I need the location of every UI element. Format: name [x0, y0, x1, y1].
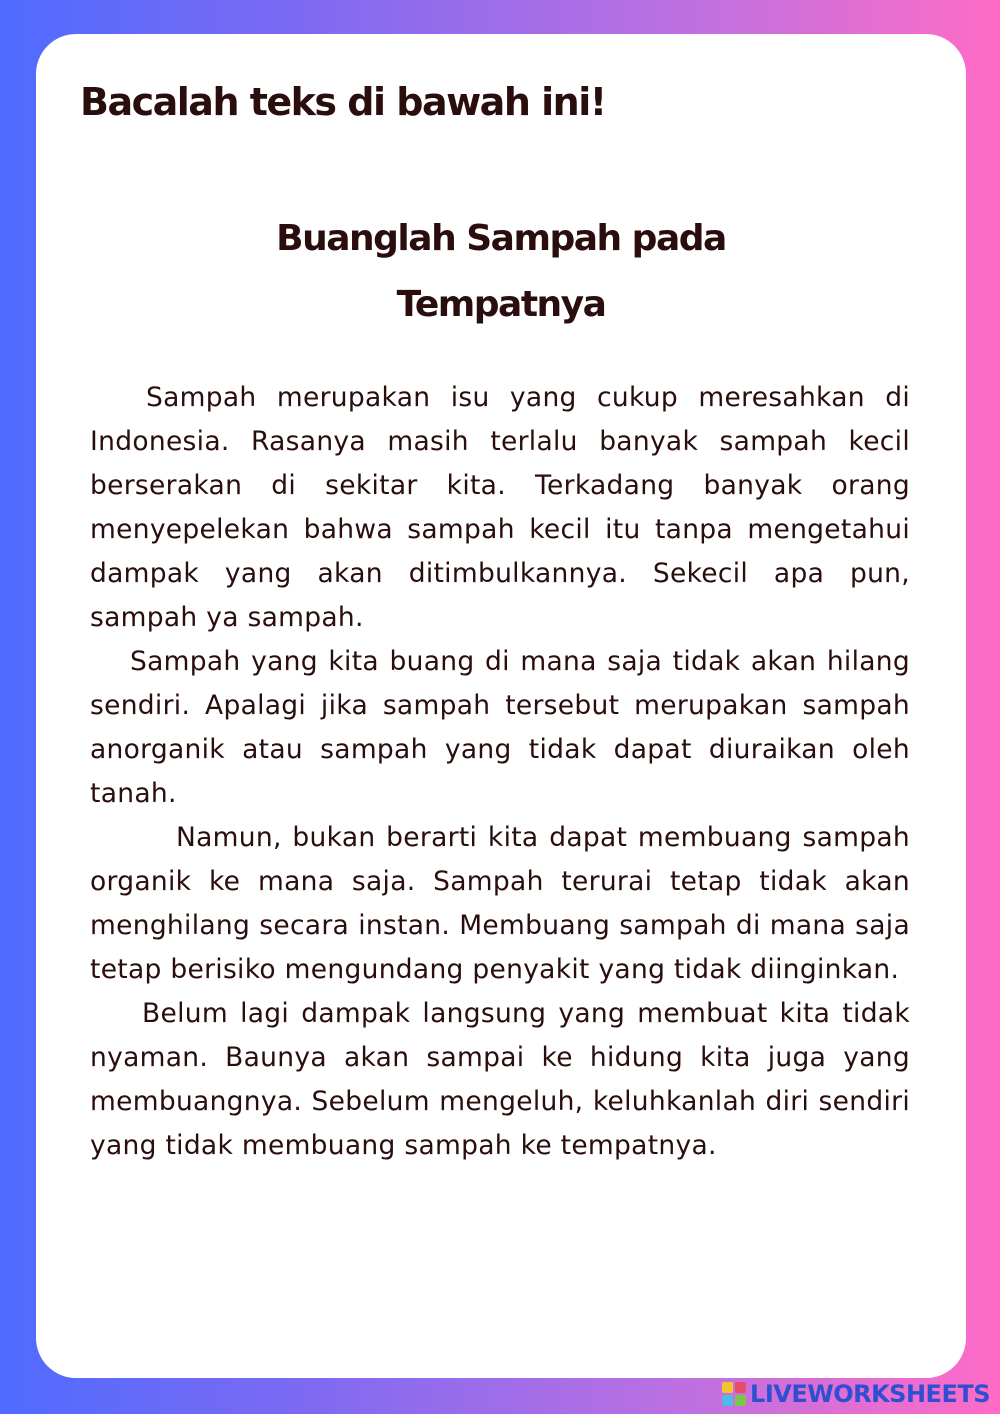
logo-square-2 [735, 1382, 746, 1393]
paragraph-2: Sampah yang kita buang di mana saja tidak akan hilang sendiri. Apalagi jika sampah tersebut merupakan sampah anorganik atau sampah yang tidak dapat diuraikan oleh tanah. [90, 646, 910, 809]
article-title-line-2: Tempatnya [396, 284, 606, 325]
paragraph-1: Sampah merupakan isu yang cukup meresahkan di Indonesia. Rasanya masih terlalu banyak sampah kecil berserakan di sekitar kita. Terkadang banyak orang menyepelekan bahwa sampah kecil itu tanpa mengetahui dampak yang akan ditimbulkannya. Sekecil apa pun, sampah ya sampah. [90, 382, 910, 633]
logo-square-3 [722, 1395, 733, 1406]
worksheet-card [36, 34, 966, 1378]
logo-square-1 [722, 1382, 733, 1393]
watermark-text: LIVEWORKSHEETS [750, 1380, 990, 1408]
article-title-line-1: Buanglah Sampah pada [276, 218, 726, 259]
article-title [196, 206, 806, 338]
logo-square-4 [735, 1395, 746, 1406]
instruction-heading: Bacalah teks di bawah ini! [80, 80, 606, 124]
article-body [90, 376, 910, 1168]
liveworksheets-watermark [722, 1380, 990, 1408]
paragraph-4: Belum lagi dampak langsung yang membuat kita tidak nyaman. Baunya akan sampai ke hidung kita juga yang membuangnya. Sebelum mengeluh, keluhkanlah diri sendiri yang tidak membuang sampah ke tempatnya. [90, 998, 910, 1161]
liveworksheets-logo-icon [722, 1382, 746, 1406]
paragraph-3: Namun, bukan berarti kita dapat membuang sampah organik ke mana saja. Sampah terurai tetap tidak akan menghilang secara instan. Membuang sampah di mana saja tetap berisiko mengundang penyakit yang tidak diinginkan. [90, 822, 910, 985]
